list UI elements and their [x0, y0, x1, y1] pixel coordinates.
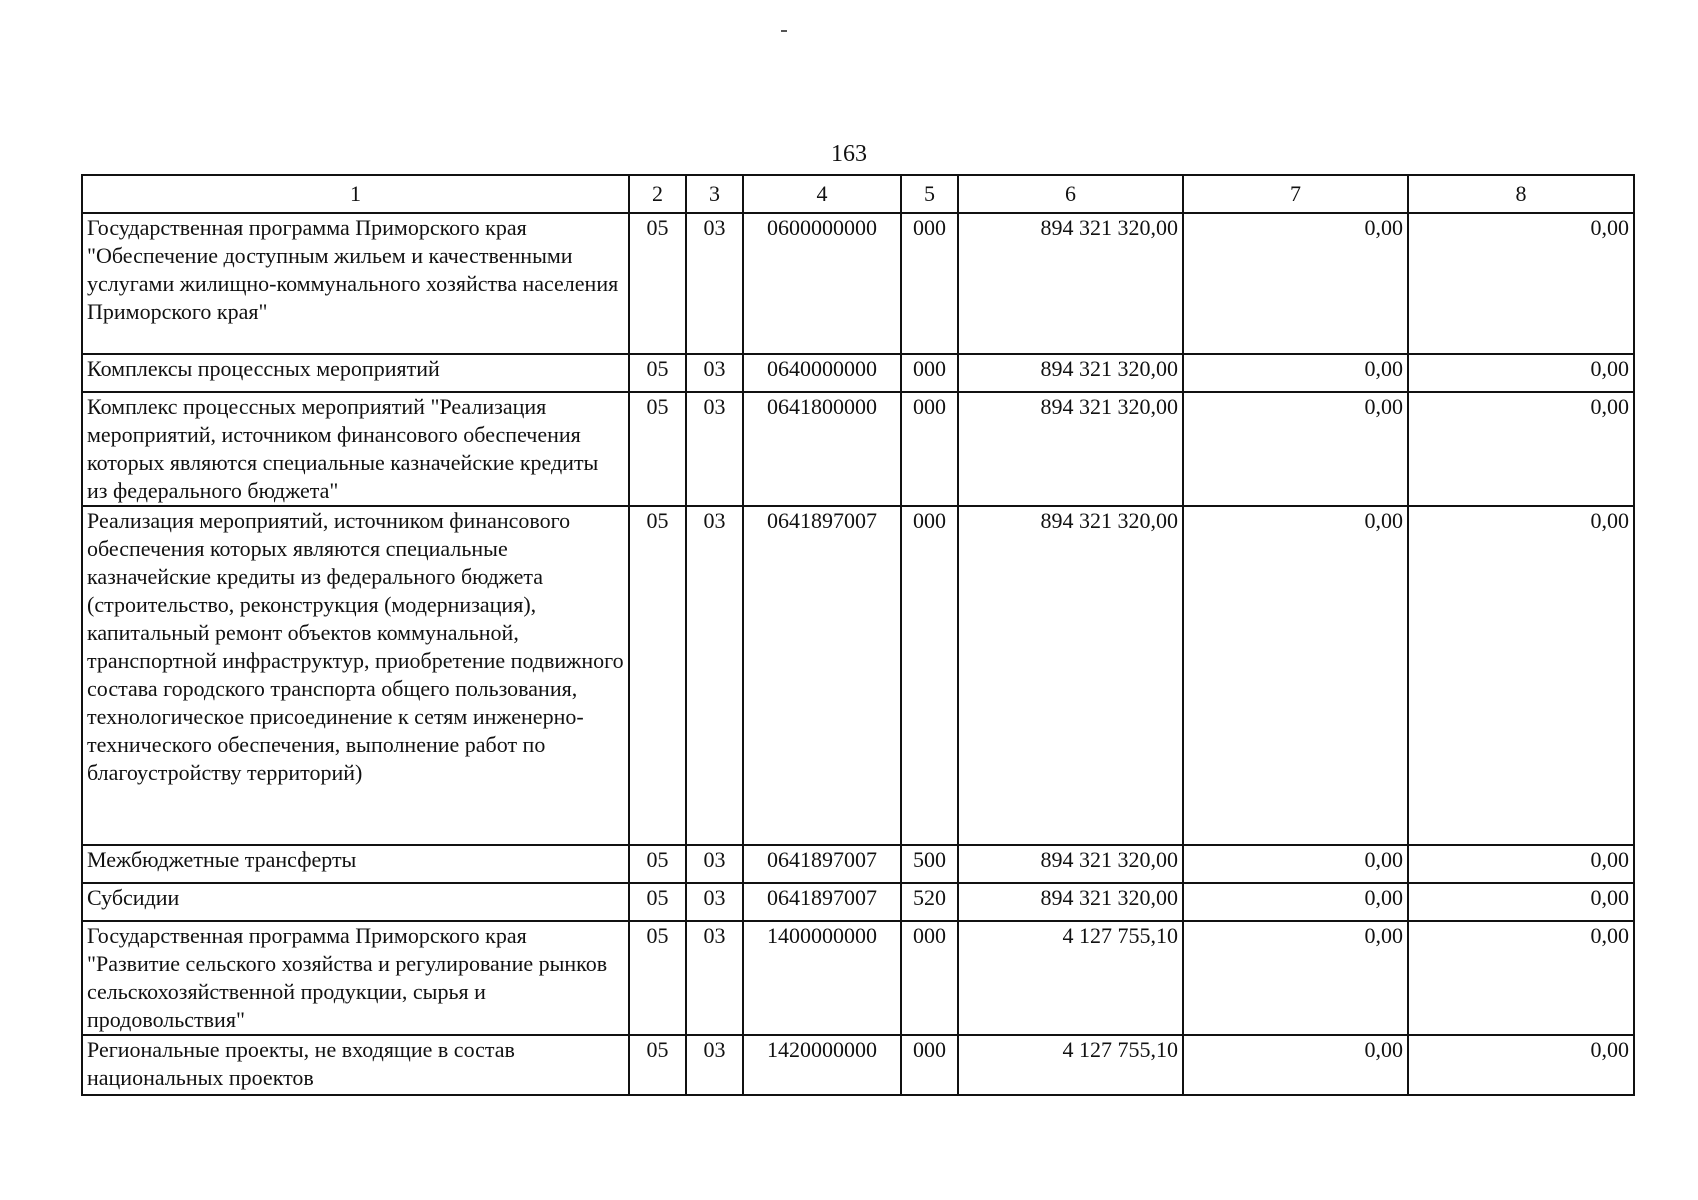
row-section: 05 — [629, 392, 686, 506]
row-amount-7: 0,00 — [1183, 883, 1408, 921]
row-section: 05 — [629, 883, 686, 921]
row-target-code: 0641800000 — [743, 392, 901, 506]
row-amount-8: 0,00 — [1408, 845, 1634, 883]
row-amount-6: 894 321 320,00 — [958, 506, 1183, 845]
row-subsection: 03 — [686, 1035, 743, 1095]
row-name: Субсидии — [82, 883, 629, 921]
row-target-code: 1420000000 — [743, 1035, 901, 1095]
row-subsection: 03 — [686, 506, 743, 845]
row-target-code: 1400000000 — [743, 921, 901, 1035]
row-subsection: 03 — [686, 845, 743, 883]
header-col-2: 2 — [629, 175, 686, 213]
table-body — [82, 213, 1634, 1095]
row-target-code: 0600000000 — [743, 213, 901, 354]
row-target-code: 0640000000 — [743, 354, 901, 392]
row-amount-7: 0,00 — [1183, 213, 1408, 354]
header-col-5: 5 — [901, 175, 958, 213]
table-row — [82, 506, 1634, 845]
row-amount-8: 0,00 — [1408, 506, 1634, 845]
table-row — [82, 883, 1634, 921]
table-row — [82, 845, 1634, 883]
table-row — [82, 354, 1634, 392]
budget-table — [81, 174, 1635, 1096]
row-amount-8: 0,00 — [1408, 921, 1634, 1035]
header-col-8: 8 — [1408, 175, 1634, 213]
row-name: Комплексы процессных мероприятий — [82, 354, 629, 392]
row-subsection: 03 — [686, 354, 743, 392]
row-expense-type: 000 — [901, 354, 958, 392]
row-amount-8: 0,00 — [1408, 883, 1634, 921]
row-expense-type: 500 — [901, 845, 958, 883]
row-expense-type: 000 — [901, 213, 958, 354]
row-name: Межбюджетные трансферты — [82, 845, 629, 883]
header-col-3: 3 — [686, 175, 743, 213]
row-subsection: 03 — [686, 213, 743, 354]
row-amount-6: 4 127 755,10 — [958, 1035, 1183, 1095]
row-target-code: 0641897007 — [743, 845, 901, 883]
row-subsection: 03 — [686, 883, 743, 921]
row-name: Государственная программа Приморского края "Обеспечение доступным жильем и качественными услугами жилищно-коммунального хозяйства населения Приморского края" — [82, 213, 629, 354]
header-col-7: 7 — [1183, 175, 1408, 213]
row-amount-6: 894 321 320,00 — [958, 883, 1183, 921]
page-number: 163 — [831, 141, 867, 167]
row-expense-type: 000 — [901, 392, 958, 506]
row-expense-type: 000 — [901, 506, 958, 845]
row-amount-6: 894 321 320,00 — [958, 354, 1183, 392]
header-col-6: 6 — [958, 175, 1183, 213]
row-amount-7: 0,00 — [1183, 1035, 1408, 1095]
row-amount-8: 0,00 — [1408, 213, 1634, 354]
row-target-code: 0641897007 — [743, 506, 901, 845]
row-amount-8: 0,00 — [1408, 392, 1634, 506]
row-name: Комплекс процессных мероприятий "Реализация мероприятий, источником финансового обеспечения которых являются специальные казначейские кредиты из федерального бюджета" — [82, 392, 629, 506]
row-target-code: 0641897007 — [743, 883, 901, 921]
row-amount-6: 894 321 320,00 — [958, 213, 1183, 354]
table-row — [82, 213, 1634, 354]
table-row — [82, 1035, 1634, 1095]
row-name: Государственная программа Приморского края "Развитие сельского хозяйства и регулирование рынков сельскохозяйственной продукции, сырья и продовольствия" — [82, 921, 629, 1035]
row-amount-8: 0,00 — [1408, 1035, 1634, 1095]
row-amount-7: 0,00 — [1183, 845, 1408, 883]
table-row — [82, 921, 1634, 1035]
table-row — [82, 392, 1634, 506]
row-amount-7: 0,00 — [1183, 392, 1408, 506]
row-name: Региональные проекты, не входящие в состав национальных проектов — [82, 1035, 629, 1095]
row-section: 05 — [629, 506, 686, 845]
row-section: 05 — [629, 845, 686, 883]
row-section: 05 — [629, 213, 686, 354]
row-amount-6: 894 321 320,00 — [958, 392, 1183, 506]
header-row — [82, 175, 1634, 213]
row-expense-type: 000 — [901, 921, 958, 1035]
row-expense-type: 520 — [901, 883, 958, 921]
row-amount-7: 0,00 — [1183, 506, 1408, 845]
row-section: 05 — [629, 921, 686, 1035]
row-subsection: 03 — [686, 921, 743, 1035]
row-amount-6: 894 321 320,00 — [958, 845, 1183, 883]
header-col-4: 4 — [743, 175, 901, 213]
row-amount-7: 0,00 — [1183, 921, 1408, 1035]
row-amount-8: 0,00 — [1408, 354, 1634, 392]
row-section: 05 — [629, 354, 686, 392]
scan-mark — [781, 30, 787, 32]
row-name: Реализация мероприятий, источником финансового обеспечения которых являются специальные казначейские кредиты из федерального бюджета (строительство, реконструкция (модернизация), капитальный ремонт объектов коммунальной, транспортной инфраструктур, приобретение подвижного состава городского транспорта общего пользования, технологическое присоединение к сетям инженерно-технического обеспечения, выполнение работ по благоустройству территорий) — [82, 506, 629, 845]
table-header — [82, 175, 1634, 213]
row-section: 05 — [629, 1035, 686, 1095]
row-expense-type: 000 — [901, 1035, 958, 1095]
row-subsection: 03 — [686, 392, 743, 506]
row-amount-6: 4 127 755,10 — [958, 921, 1183, 1035]
header-col-1: 1 — [82, 175, 629, 213]
row-amount-7: 0,00 — [1183, 354, 1408, 392]
